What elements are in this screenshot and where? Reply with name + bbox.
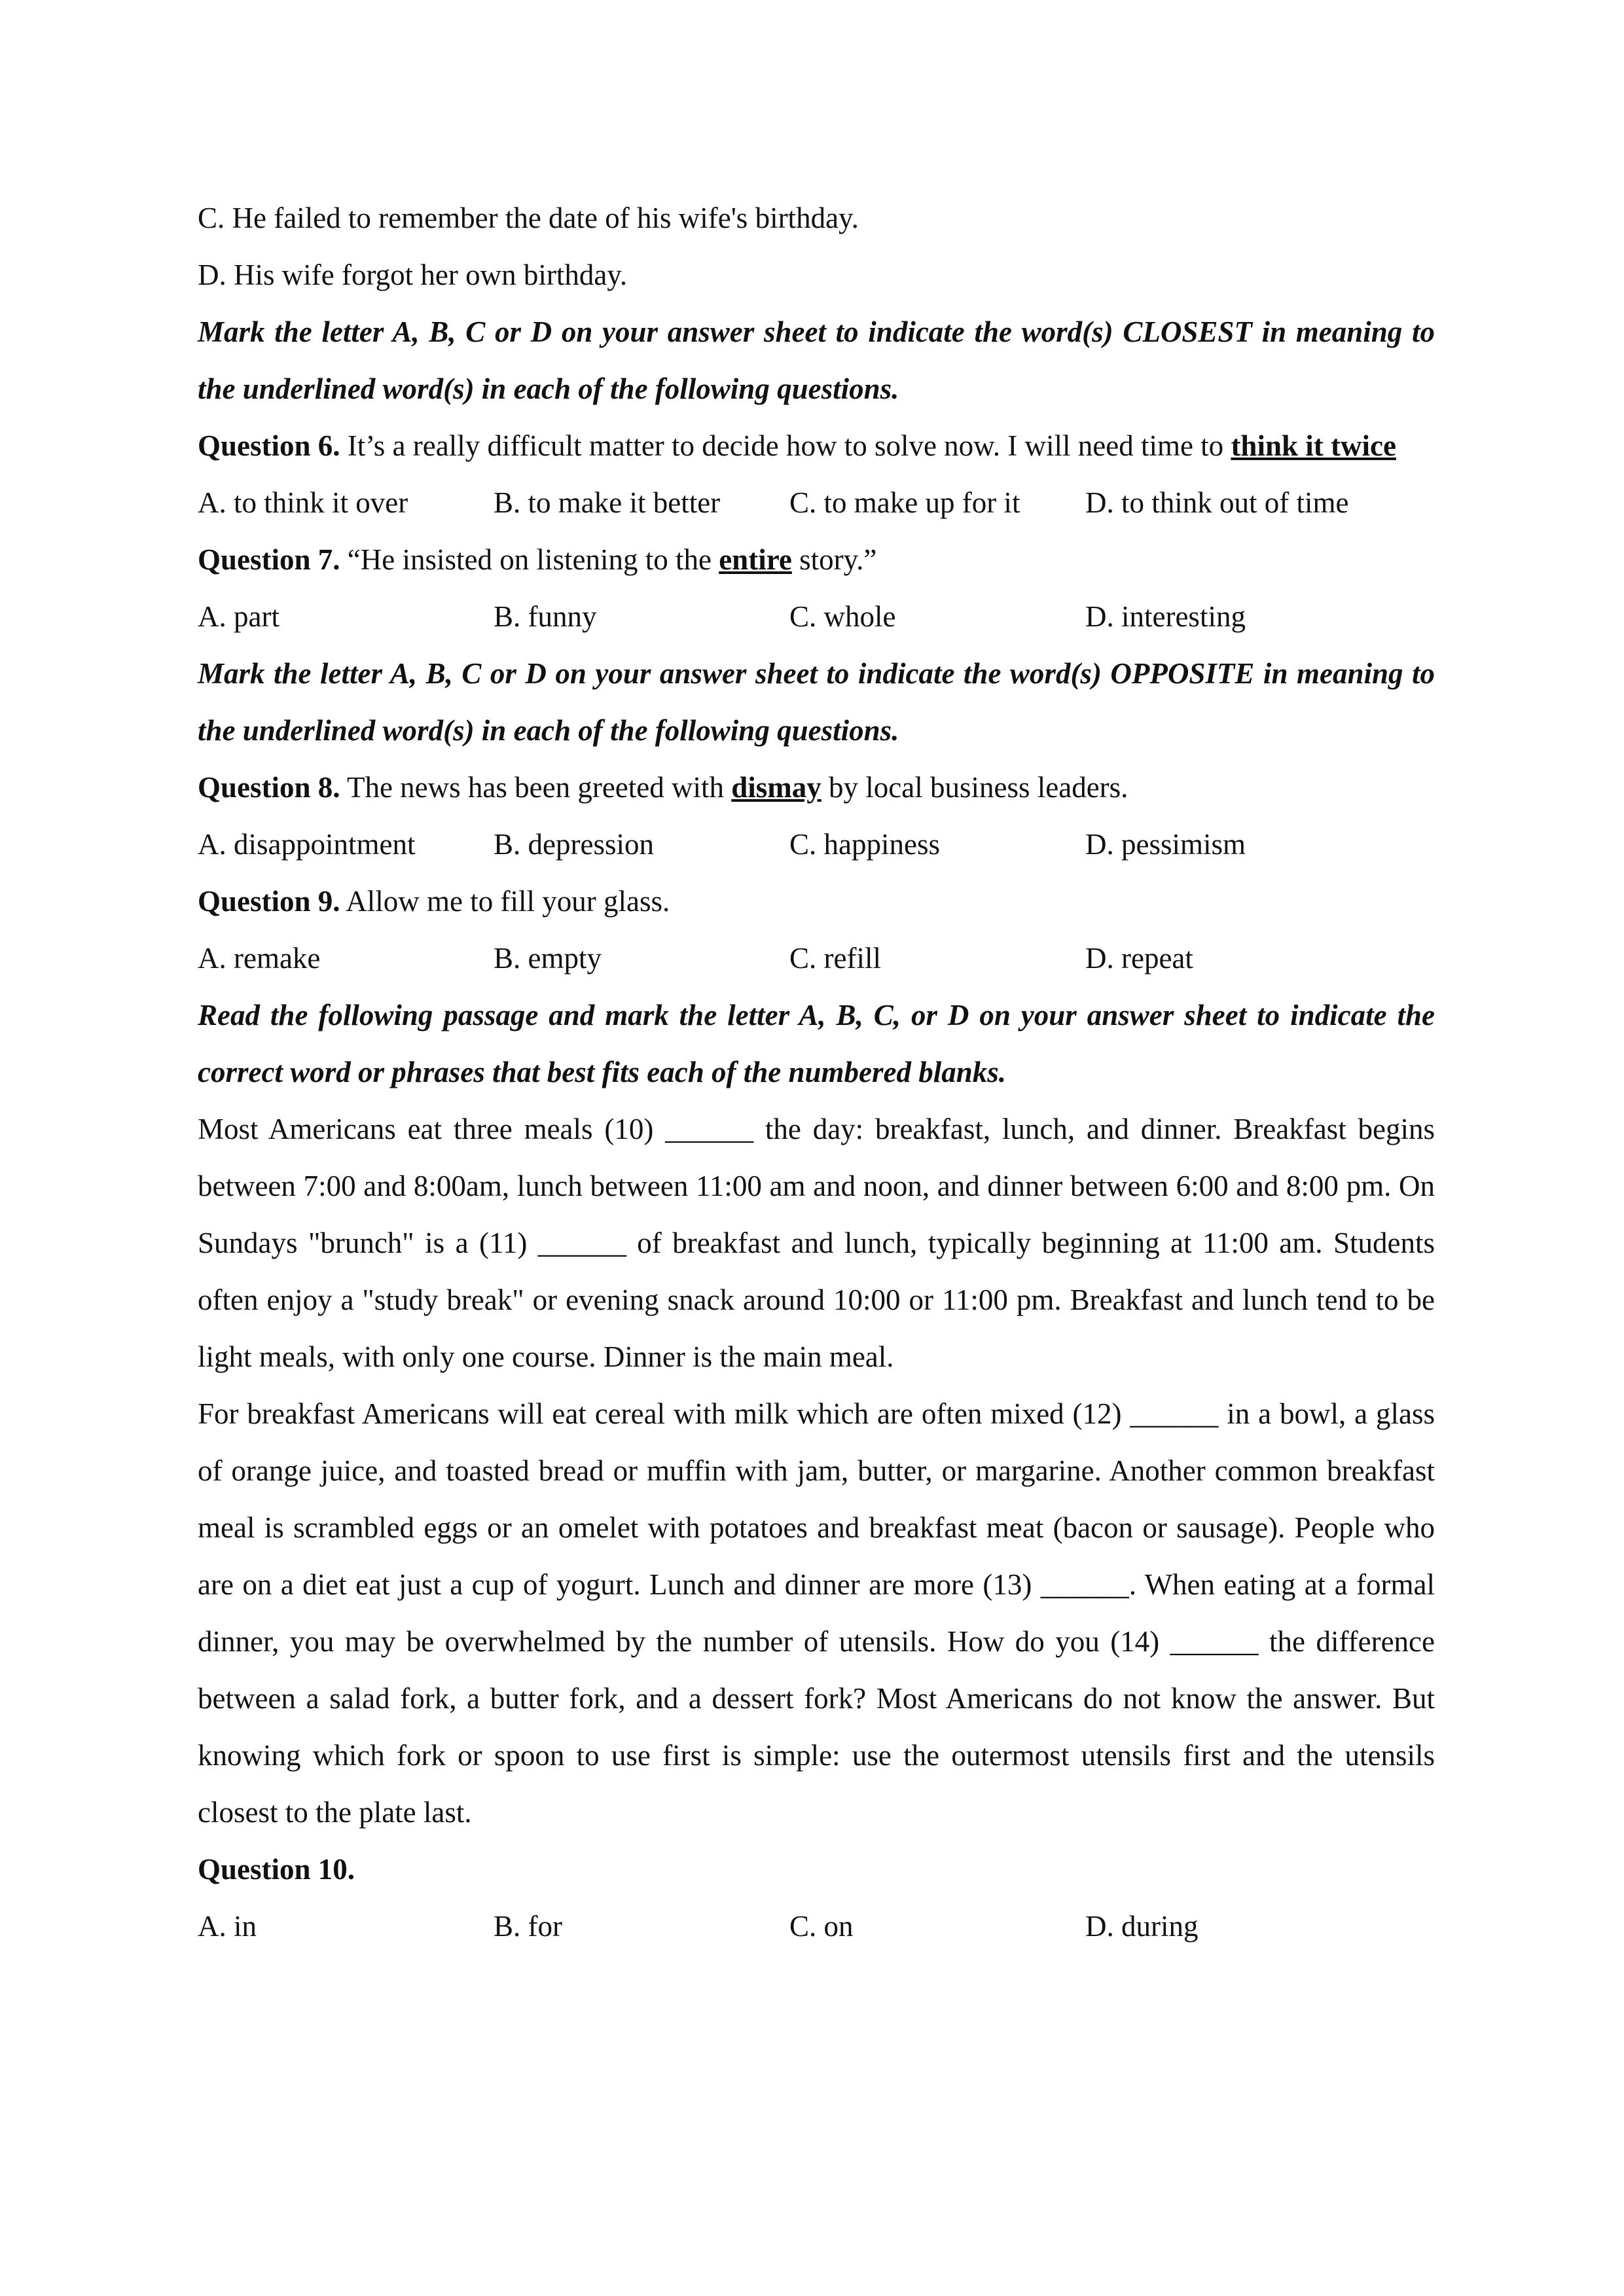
question-6-label: Question 6. — [198, 429, 340, 462]
q10-option-b: B. for — [494, 1910, 562, 1943]
question-8-label: Question 8. — [198, 771, 340, 804]
passage-paragraph-2: For breakfast Americans will eat cereal with milk which are often mixed (12) ______ in a bowl, a glass of orange juice, and toasted bread or muffin with jam, butter, or margarine. Another common breakfast meal is scrambled eggs or an omelet with potatoes and breakfast meat (bacon or sausage). People who are on a diet eat just a cup of yogurt. Lunch and dinner are more (13) ______. When eating at a formal dinner, you may be overwhelmed by the number of utensils. How do you (14) ______ the difference between a salad fork, a butter fork, and a dessert fork? Most Americans do not know the answer. But knowing which fork or spoon to use first is simple: use the outermost utensils first and the utensils closest to the plate last. — [198, 1397, 1435, 1829]
question-7-options — [198, 588, 1435, 645]
q6-option-a: A. to think it over — [198, 486, 408, 519]
q9-option-b: B. empty — [494, 942, 602, 975]
q7-option-d: D. interesting — [1085, 600, 1246, 633]
question-6-underlined: think it twice — [1231, 429, 1396, 462]
question-8 — [198, 759, 1435, 816]
q10-option-d: D. during — [1085, 1910, 1199, 1943]
question-8-text-before: The news has been greeted with — [340, 771, 732, 804]
option-d-prev: D. His wife forgot her own birthday. — [198, 259, 628, 291]
question-10-options — [198, 1898, 1435, 1955]
q7-option-b: B. funny — [494, 600, 597, 633]
question-9-text: Allow me to fill your glass. — [340, 885, 670, 918]
q6-option-d: D. to think out of time — [1085, 486, 1349, 519]
q8-option-b: B. depression — [494, 828, 654, 861]
question-7-text-before: “He insisted on listening to the — [340, 543, 719, 576]
passage-paragraph-1: Most Americans eat three meals (10) ______ the day: breakfast, lunch, and dinner. Breakfast begins between 7:00 and 8:00am, lunch between 11:00 am and noon, and dinner between 6:00 and 8:00 pm. On Sundays "brunch" is a (11) ______ of breakfast and lunch, typically beginning at 11:00 am. Students often enjoy a "study break" or evening snack around 10:00 or 11:00 pm. Breakfast and lunch tend to be light meals, with only one course. Dinner is the main meal. — [198, 1113, 1435, 1373]
instruction-opposite: Mark the letter A, B, C or D on your answer sheet to indicate the word(s) OPPOSITE in meaning to the underlined word(s) in each of the following questions. — [198, 657, 1435, 747]
question-8-options — [198, 816, 1435, 873]
question-7-text-after: story.” — [791, 543, 877, 576]
q6-option-b: B. to make it better — [494, 486, 721, 519]
question-7-underlined: entire — [719, 543, 792, 576]
q8-option-a: A. disappointment — [198, 828, 416, 861]
question-9 — [198, 873, 1435, 930]
q6-option-c: C. to make up for it — [789, 486, 1020, 519]
q9-option-a: A. remake — [198, 942, 321, 975]
document-page — [198, 190, 1435, 1955]
q9-option-c: C. refill — [789, 942, 881, 975]
q7-option-c: C. whole — [789, 600, 896, 633]
q8-option-d: D. pessimism — [1085, 828, 1246, 861]
question-6-options — [198, 475, 1435, 531]
question-10 — [198, 1841, 1435, 1898]
question-7 — [198, 531, 1435, 588]
q10-option-a: A. in — [198, 1910, 257, 1943]
q7-option-a: A. part — [198, 600, 280, 633]
question-6 — [198, 418, 1435, 475]
question-6-text: It’s a really difficult matter to decide how to solve now. I will need time to — [340, 429, 1231, 462]
question-9-options — [198, 930, 1435, 987]
question-9-label: Question 9. — [198, 885, 340, 918]
instruction-closest: Mark the letter A, B, C or D on your answer sheet to indicate the word(s) CLOSEST in meaning to the underlined word(s) in each of the following questions. — [198, 315, 1435, 405]
question-10-label: Question 10. — [198, 1853, 355, 1886]
q8-option-c: C. happiness — [789, 828, 940, 861]
question-8-text-after: by local business leaders. — [821, 771, 1128, 804]
q10-option-c: C. on — [789, 1910, 854, 1943]
question-7-label: Question 7. — [198, 543, 340, 576]
q9-option-d: D. repeat — [1085, 942, 1193, 975]
instruction-passage: Read the following passage and mark the letter A, B, C, or D on your answer sheet to indicate the correct word or phrases that best fits each of the numbered blanks. — [198, 999, 1435, 1088]
question-8-underlined: dismay — [731, 771, 821, 804]
option-c-prev: C. He failed to remember the date of his wife's birthday. — [198, 202, 859, 234]
